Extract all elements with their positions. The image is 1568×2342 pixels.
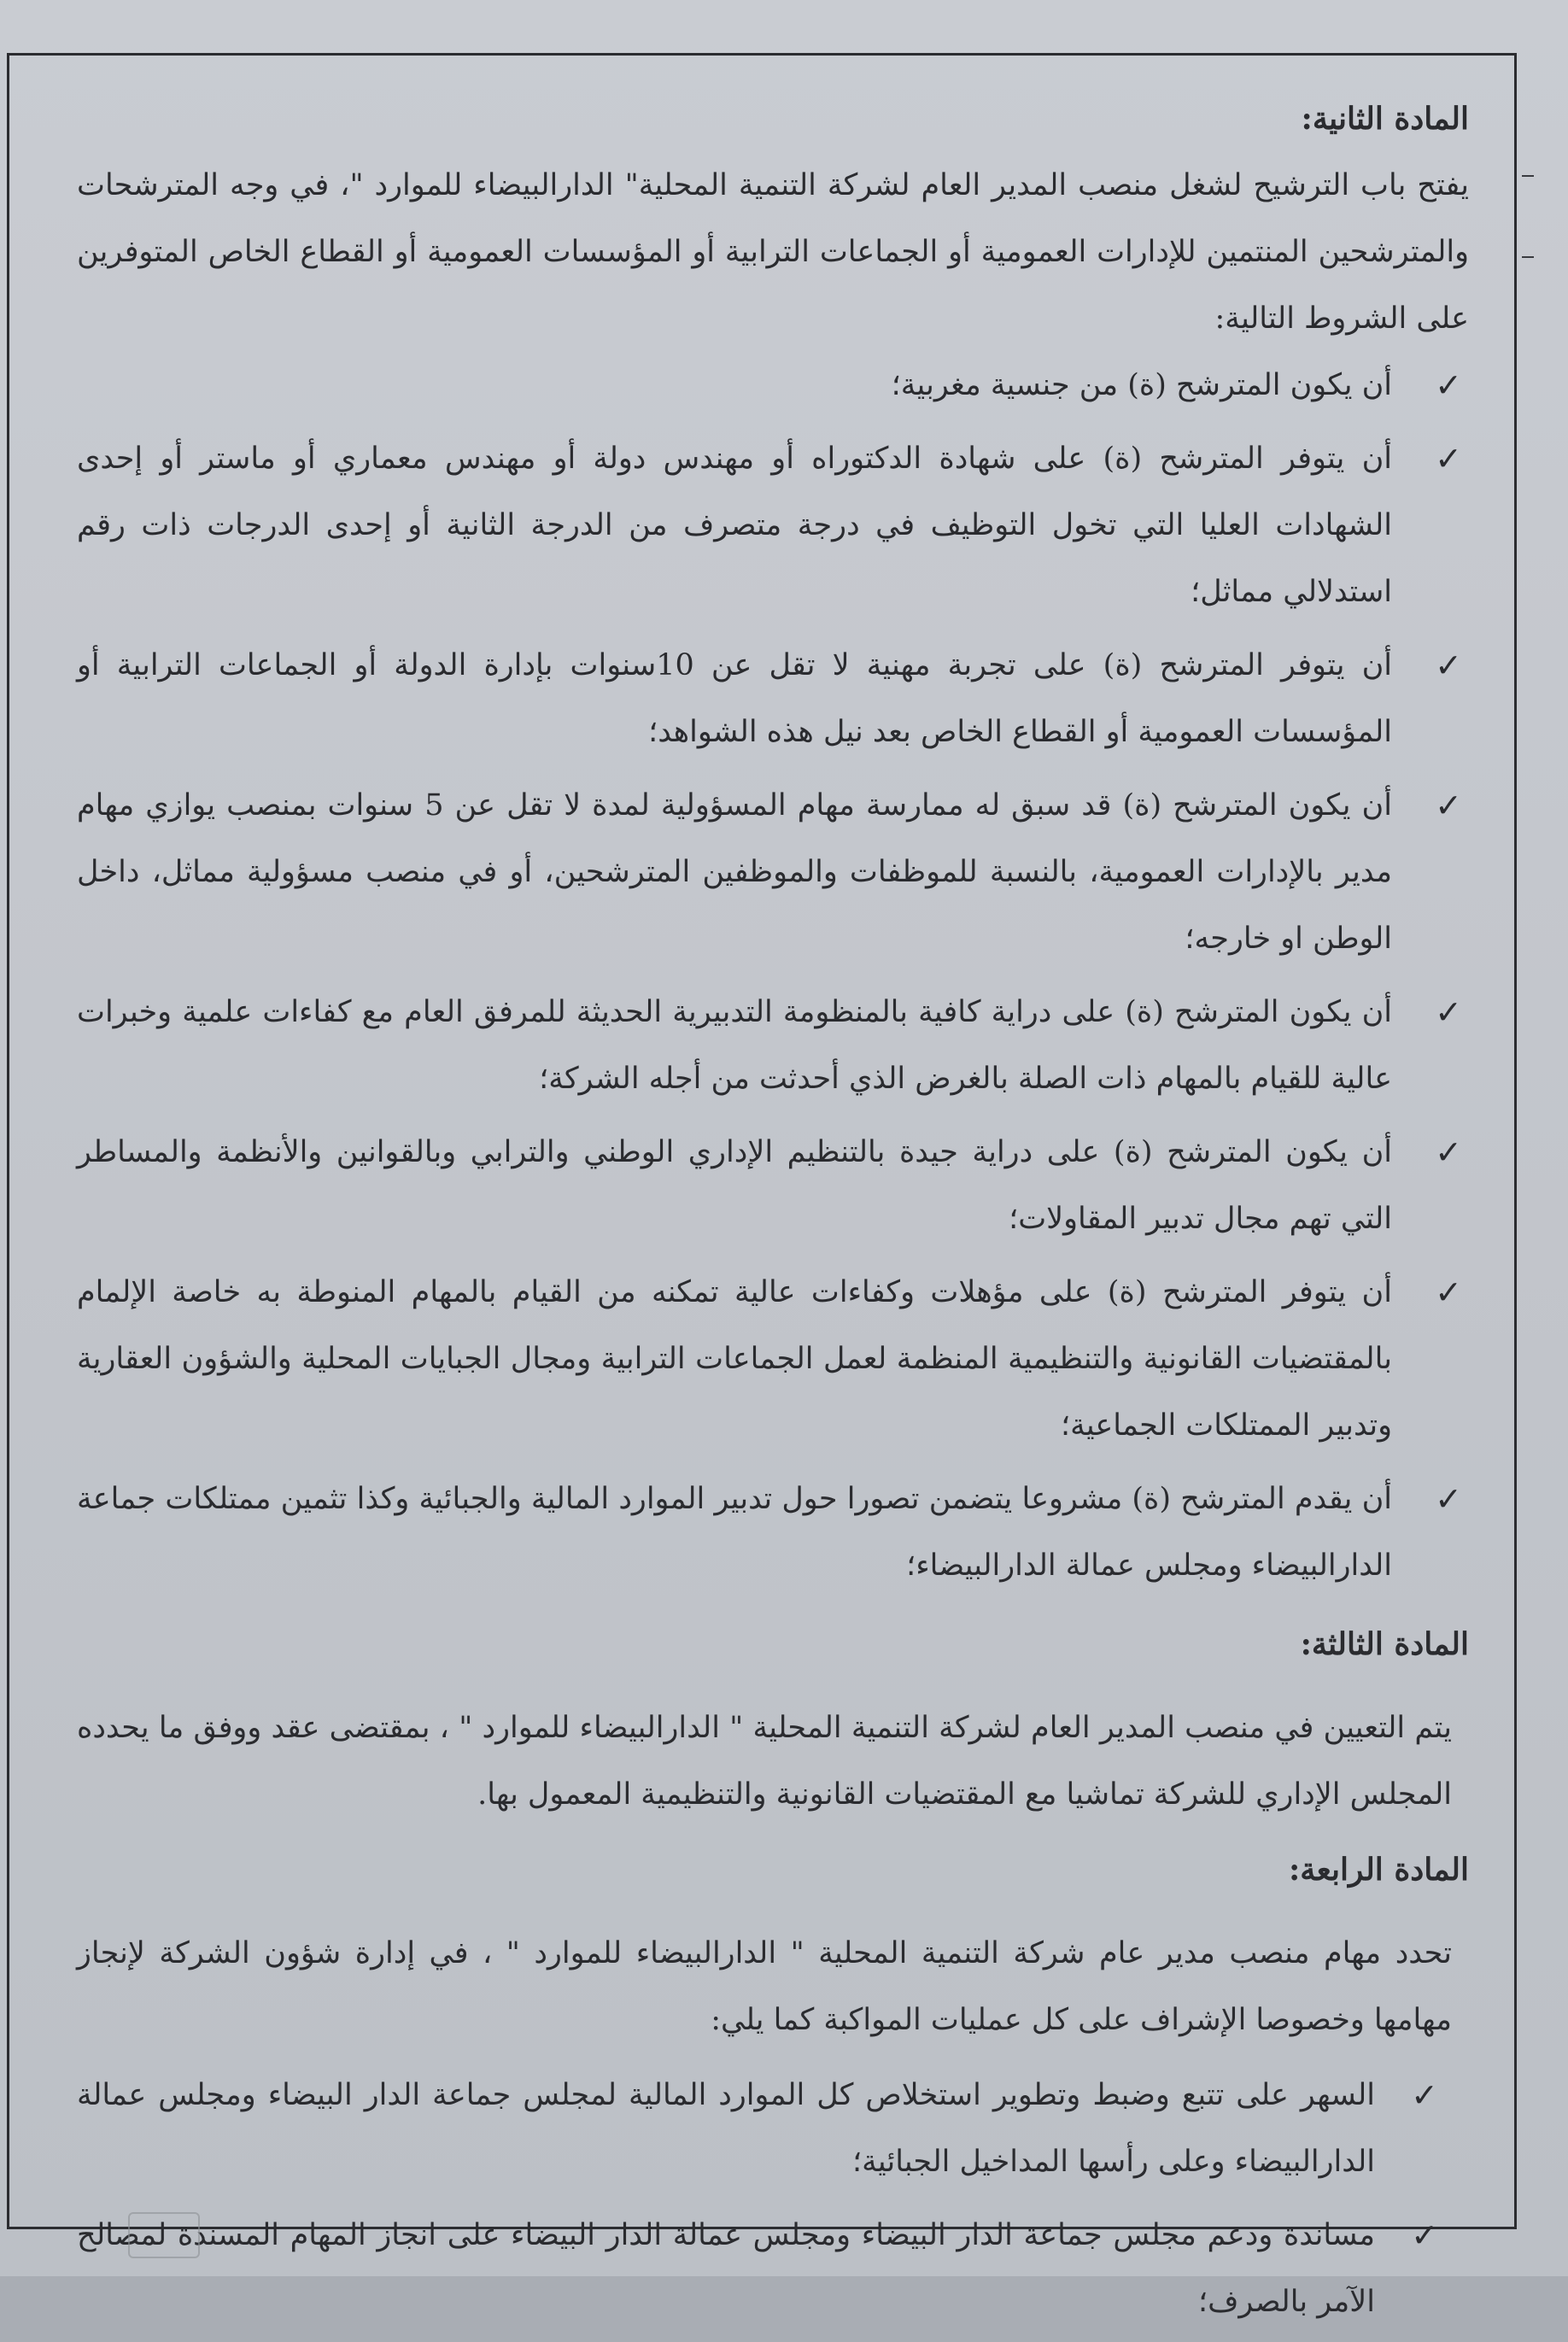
document-body (77, 85, 1469, 2342)
condition-text: أن يتوفر المترشح (ة) على مؤهلات وكفاءات عالية تمكنه من القيام بالمهام المنوطة به خاصة الإلمام بالمقتضيات القانونية والتنظيمية المنظمة لعمل الجماعات الترابية ومجال الجبايات المحلية والشؤون العقارية وتدبير الممتلكات الجماعية؛ (77, 1275, 1392, 1443)
margin-tick (1522, 256, 1534, 258)
task-text: السهر على تتبع وضبط وتطوير استخلاص كل الموارد المالية لمجلس جماعة الدار البيضاء ومجلس عمالة الدارالبيضاء وعلى رأسها المداخيل الجبائية؛ (77, 2078, 1375, 2179)
article-2-intro: يفتح باب الترشيح لشغل منصب المدير العام لشركة التنمية المحلية" الدارالبيضاء للموارد "، في وجه المترشحات والمترشحين المنتمين للإدارات العمومية أو الجماعات الترابية أو المؤسسات العمومية أو القطاع الخاص المتوفرين على الشروط التالية: (77, 168, 1469, 336)
checkmark-icon: ✓ (1411, 2216, 1438, 2254)
checkmark-icon: ✓ (1411, 2076, 1438, 2114)
checkmark-icon: ✓ (1435, 1133, 1462, 1171)
condition-item (77, 1119, 1469, 1252)
margin-tick (1522, 175, 1534, 177)
checkmark-icon: ✓ (1435, 366, 1462, 404)
task-item (77, 2202, 1469, 2335)
condition-item (77, 1466, 1469, 1599)
article-2-heading: المادة الثانية: (1301, 101, 1469, 137)
condition-item (77, 352, 1469, 419)
condition-text: أن يتوفر المترشح (ة) على تجربة مهنية لا تقل عن 10سنوات بإدارة الدولة أو الجماعات الترابية أو المؤسسات العمومية أو القطاع الخاص بعد نيل هذه الشواهد؛ (77, 648, 1392, 749)
condition-text: أن يكون المترشح (ة) من جنسية مغربية؛ (891, 368, 1392, 402)
checkmark-icon: ✓ (1435, 647, 1462, 684)
task-text: مساندة ودعم مجلس جماعة الدار البيضاء ومجلس عمالة الدار البيضاء على انجاز المهام المسندة لمصالح الآمر بالصرف؛ (77, 2218, 1375, 2319)
article-4-heading: المادة الرابعة: (1289, 1852, 1469, 1888)
article-4-tasks (77, 2062, 1469, 2335)
condition-item (77, 425, 1469, 625)
article-4-intro: تحدد مهام منصب مدير عام شركة التنمية المحلية " الدارالبيضاء للموارد " ، في إدارة شؤون الشركة لإنجاز مهامها وخصوصا الإشراف على كل عمليات المواكبة كما يلي: (77, 1936, 1452, 2037)
article-3-text: يتم التعيين في منصب المدير العام لشركة التنمية المحلية " الدارالبيضاء للموارد " ، بمقتضى عقد ووفق ما يحدده المجلس الإداري للشركة تماشيا مع المقتضيات القانونية والتنظيمية المعمول بها. (77, 1711, 1452, 1812)
condition-text: أن يقدم المترشح (ة) مشروعا يتضمن تصورا حول تدبير الموارد المالية والجبائية وكذا تثمين ممتلكات جماعة الدارالبيضاء ومجلس عمالة الدارالبيضاء؛ (77, 1482, 1392, 1583)
checkmark-icon: ✓ (1435, 440, 1462, 477)
condition-text: أن يكون المترشح (ة) قد سبق له ممارسة مهام المسؤولية لمدة لا تقل عن 5 سنوات بمنصب يوازي مهام مدير بالإدارات العمومية، بالنسبة للموظفات والموظفين المترشحين، أو في منصب مسؤولية مماثل، داخل الوطن او خارجه؛ (77, 788, 1392, 956)
condition-item (77, 979, 1469, 1112)
checkmark-icon: ✓ (1435, 993, 1462, 1031)
article-2-conditions (77, 352, 1469, 1599)
condition-item (77, 1259, 1469, 1459)
page-number-stamp (128, 2212, 200, 2258)
condition-text: أن يكون المترشح (ة) على دراية كافية بالمنظومة التدبيرية الحديثة للمرفق العام مع كفاءات علمية وخبرات عالية للقيام بالمهام ذات الصلة بالغرض الذي أحدثت من أجله الشركة؛ (77, 995, 1392, 1096)
checkmark-icon: ✓ (1435, 787, 1462, 824)
condition-item (77, 772, 1469, 972)
condition-item (77, 632, 1469, 765)
checkmark-icon: ✓ (1435, 1273, 1462, 1311)
checkmark-icon: ✓ (1435, 1480, 1462, 1518)
condition-text: أن يكون المترشح (ة) على دراية جيدة بالتنظيم الإداري الوطني والترابي وبالقوانين والأنظمة والمساطر التي تهم مجال تدبير المقاولات؛ (77, 1135, 1392, 1236)
article-3-heading: المادة الثالثة: (1300, 1626, 1469, 1662)
task-item (77, 2062, 1469, 2195)
condition-text: أن يتوفر المترشح (ة) على شهادة الدكتوراه أو مهندس دولة أو مهندس معماري أو ماستر أو إحدى الشهادات العليا التي تخول التوظيف في درجة متصرف من الدرجة الثانية أو إحدى الدرجات ذات رقم استدلالي مماثل؛ (77, 442, 1392, 609)
